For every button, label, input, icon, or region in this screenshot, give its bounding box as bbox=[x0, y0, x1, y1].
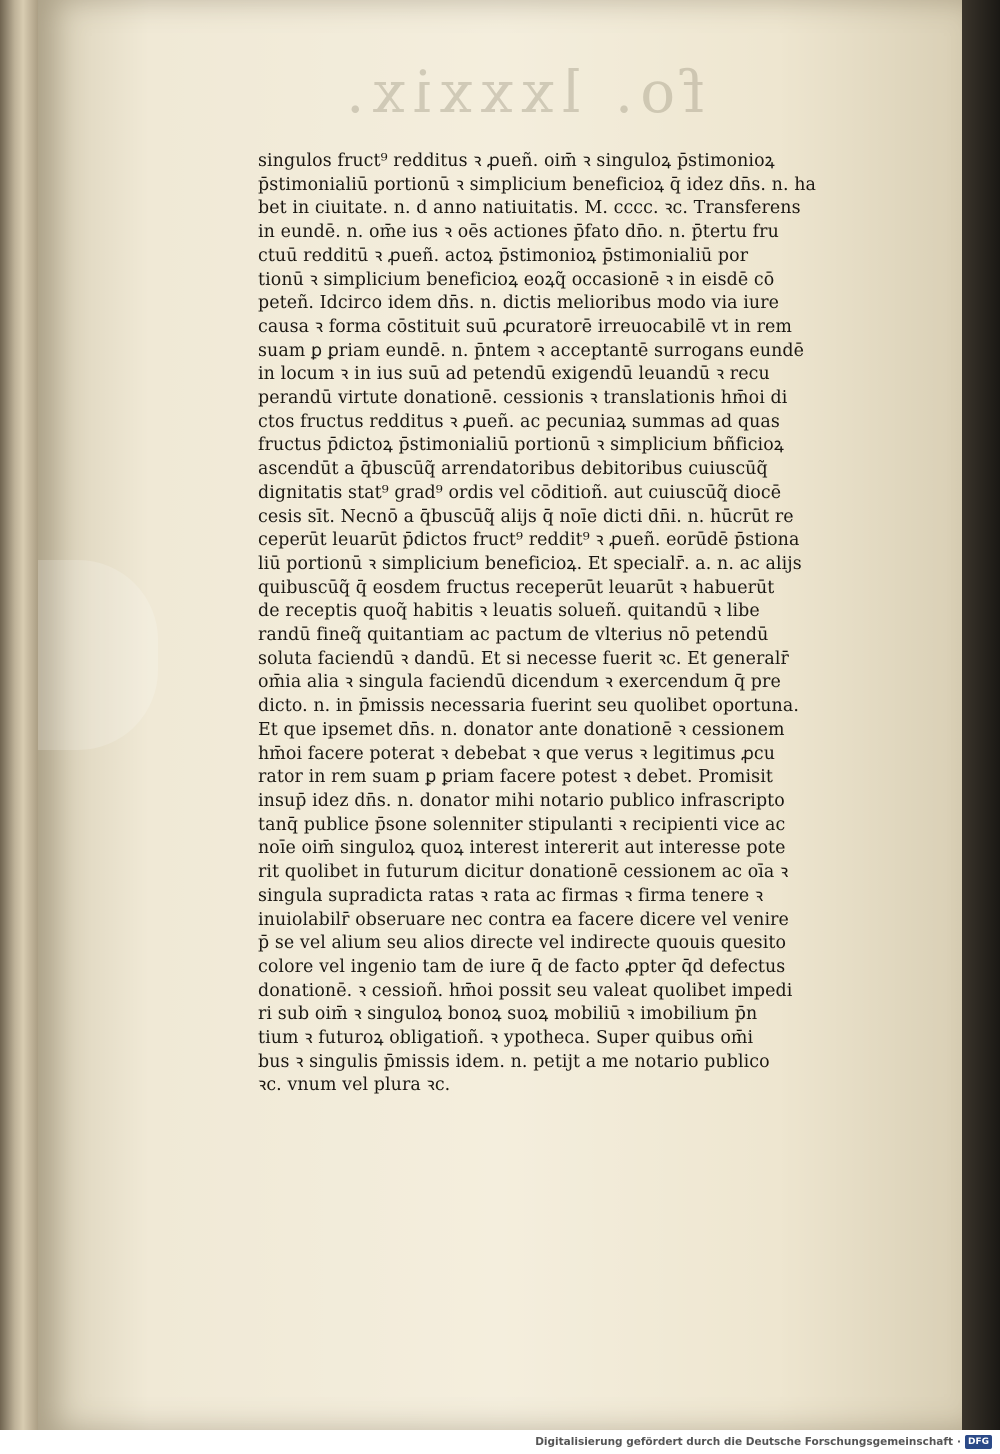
text-line: insup̄ idez dn̄s. n. donator mihi notario publico infrascripto bbox=[258, 790, 785, 811]
footer-separator: · bbox=[956, 1436, 961, 1448]
text-line: p̄stimonialiū portionū ꝛ simplicium beneficioꝝ q̄ idez dn̄s. n. ha bbox=[258, 174, 816, 195]
text-line: ctos fructus redditus ꝛ ꝓueñ. ac pecuniaꝝ summas ad quas bbox=[258, 411, 780, 432]
paper-tab-mark bbox=[38, 560, 158, 750]
text-line: singulos fruct⁹ redditus ꝛ ꝓueñ. oim̄ ꝛ singuloꝝ p̄stimonioꝝ bbox=[258, 151, 775, 171]
text-line: ri sub oim̄ ꝛ singuloꝝ bonoꝝ suoꝝ mobiliū ꝛ imobilium p̄n bbox=[258, 1004, 758, 1025]
text-line: dignitatis stat⁹ grad⁹ ordis vel cōditioñ. aut cuiuscūq̃ diocē bbox=[258, 482, 782, 503]
text-line: cesis sīt. Necnō a q̄buscūq̃ alijs q̄ noīe dicti dn̄i. n. hūcrūt re bbox=[258, 506, 794, 527]
text-line: bet in ciuitate. n. d̄ anno natiuitatis. M. cccc. ꝛc. Transferens bbox=[258, 198, 801, 219]
text-line: liū portionū ꝛ simplicium beneficioꝝ. Et specialr̄. a. n. ac alijs bbox=[258, 553, 802, 574]
footer bbox=[0, 1430, 1000, 1454]
text-line: p̄ se vel alium seu alios directe vel indirecte quouis quesito bbox=[258, 933, 787, 954]
text-line: randū fineq̃ quitantiam ac pactum de vlterius nō petendū bbox=[258, 625, 769, 646]
text-line: peteñ. Idcirco idem dn̄s. n. dictis melioribus modo via iure bbox=[258, 293, 780, 314]
text-line: de receptis quoq̃ habitis ꝛ leuatis solueñ. quitandū ꝛ libe bbox=[258, 601, 760, 622]
text-line: ceperūt leuarūt p̄dictos fruct⁹ reddit⁹ ꝛ ꝓueñ. eorūdē p̄stiona bbox=[258, 530, 800, 551]
text-line: soluta faciendū ꝛ dandū. Et si necesse fuerit ꝛc. Et generalr̄ bbox=[258, 648, 789, 669]
text-block bbox=[258, 150, 858, 1098]
page-stack-edge bbox=[0, 0, 42, 1430]
text-line: ꝛc. vnum vel plura ꝛc. bbox=[258, 1075, 451, 1096]
book-right-edge bbox=[962, 0, 1000, 1430]
text-line: rator in rem suam ꝑ ꝑriam facere potest ꝛ debet. Promisit bbox=[258, 767, 773, 788]
text-line: singula supradicta ratas ꝛ rata ac firmas ꝛ firma tenere ꝛ bbox=[258, 885, 764, 906]
text-line: Et que ipsemet dn̄s. n. donator ante donationē ꝛ cessionem bbox=[258, 719, 785, 740]
text-line: in eundē. n. om̄e ius ꝛ oēs actiones p̄fato dn̄o. n. p̄tertu fru bbox=[258, 222, 779, 243]
text-line: tium ꝛ futuroꝝ obligatioñ. ꝛ ypotheca. Super quibus om̄i bbox=[258, 1028, 754, 1049]
text-line: suam ꝑ ꝑriam eundē. n. p̄ntem ꝛ acceptantē surrogans eundē bbox=[258, 340, 805, 361]
text-line: bus ꝛ singulis p̄missis idem. n. petijt a me notario publico bbox=[258, 1051, 770, 1072]
text-line: causa ꝛ forma cōstituit suū ꝓcuratorē irreuocabilē vt in rem bbox=[258, 316, 793, 337]
folio-show-through: fo. lxxxix. bbox=[338, 58, 705, 126]
text-line: inuiolabilr̄ obseruare nec contra ea facere dicere vel venire bbox=[258, 909, 789, 930]
text-line: quibuscūq̃ q̄ eosdem fructus receperūt leuarūt ꝛ habuerūt bbox=[258, 577, 775, 598]
text-line: perandū virtute donationē. cessionis ꝛ translationis hm̄oi di bbox=[258, 388, 788, 409]
text-line: tionū ꝛ simplicium beneficioꝝ eoꝝq̃ occasionē ꝛ in eisdē cō bbox=[258, 269, 775, 290]
text-line: dicto. n. in p̄missis necessaria fuerint seu quolibet oportuna. bbox=[258, 696, 799, 717]
text-line: hm̄oi facere poterat ꝛ debebat ꝛ que verus ꝛ legitimus ꝓcu bbox=[258, 743, 776, 764]
text-line: colore vel ingenio tam de iure q̄ de facto ꝓpter q̄d defectus bbox=[258, 956, 786, 977]
text-line: donationē. ꝛ cessioñ. hm̄oi possit seu valeat quolibet impedi bbox=[258, 980, 793, 1001]
text-line: tanq̄ publice p̄sone solenniter stipulanti ꝛ recipienti vice ac bbox=[258, 814, 786, 835]
text-line: om̄ia alia ꝛ singula faciendū dicendum ꝛ exercendum q̄ pre bbox=[258, 672, 781, 693]
dfg-logo: DFG bbox=[965, 1435, 992, 1449]
text-line: ascendūt a q̄buscūq̃ arrendatoribus debitoribus cuiuscūq̃ bbox=[258, 459, 768, 480]
footer-credit: Digitalisierung gefördert durch die Deutsche Forschungsgemeinschaft bbox=[535, 1436, 953, 1448]
text-line: in locum ꝛ in ius suū ad petendū exigendū leuandū ꝛ recu bbox=[258, 364, 770, 385]
text-line: rit quolibet in futurum dicitur donationē cessionem ac oīa ꝛ bbox=[258, 862, 789, 883]
text-line: noīe oim̄ singuloꝝ quoꝝ interest intererit aut interesse pote bbox=[258, 838, 786, 859]
text-line: ctuū redditū ꝛ ꝓueñ. actoꝝ p̄stimonioꝝ p̄stimonialiū por bbox=[258, 245, 749, 266]
text-line: fructus p̄dictoꝝ p̄stimonialiū portionū ꝛ simplicium b̄ñficioꝝ bbox=[258, 435, 784, 456]
